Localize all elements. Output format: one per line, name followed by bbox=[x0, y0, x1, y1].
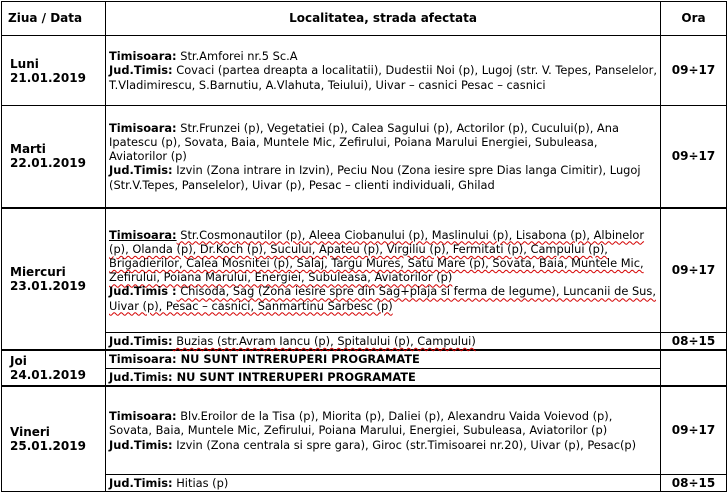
jud-timis-entry bbox=[109, 438, 657, 452]
timisoara-streets: Blv.Eroilor de la Tisa (p), Miorita (p), Daliei (p), Alexandru Vaida Voievod (p), Sovata, Baia, Muntele Mic, Zefirului, Poiana Marului, Energiei, Subuleasa, Aviatorilor (p) bbox=[109, 409, 613, 438]
no-outages-text: NU SUNT INTRERUPERI PROGRAMATE bbox=[172, 369, 416, 384]
row-marti bbox=[2, 106, 727, 208]
location-cell-vineri-2 bbox=[106, 474, 661, 491]
location-cell-joi bbox=[106, 350, 661, 368]
time-cell-vineri-2: 08÷15 bbox=[661, 474, 727, 491]
jud-timis-label: Jud.Timis : bbox=[109, 284, 177, 299]
time-cell-joi bbox=[661, 350, 727, 386]
jud-timis-label: Jud.Timis: bbox=[109, 63, 173, 78]
day-name: Miercuri bbox=[10, 264, 66, 279]
row-joi-2 bbox=[2, 368, 727, 386]
time-cell-miercuri-2: 08÷15 bbox=[661, 333, 727, 351]
time-cell-luni: 09÷17 bbox=[661, 36, 727, 106]
jud-timis-entry bbox=[109, 163, 657, 191]
header-time: Ora bbox=[661, 2, 727, 36]
header-row bbox=[2, 2, 727, 36]
timisoara-streets: Str.Frunzei (p), Vegetatiei (p), Calea Sagului (p), Actorilor (p), Cucului(p), Ana Ipatescu (p), Sovata, Baia, Muntele Mic, Zefirului, Poiana Marului Energiei, Subuleasa, Aviatorilor (p) bbox=[109, 120, 619, 164]
timisoara-label: Timisoara: bbox=[109, 120, 177, 135]
row-luni bbox=[2, 36, 727, 106]
jud-timis-entry bbox=[109, 284, 657, 312]
day-date: 25.01.2019 bbox=[10, 439, 86, 454]
day-name: Joi bbox=[10, 354, 27, 369]
day-date: 23.01.2019 bbox=[10, 278, 86, 293]
timisoara-label: Timisoara: bbox=[109, 49, 177, 64]
location-cell-luni bbox=[106, 36, 661, 106]
day-cell-joi bbox=[2, 350, 106, 386]
timisoara-entry bbox=[109, 409, 657, 437]
timisoara-streets: Str.Amforei nr.5 Sc.A bbox=[176, 49, 298, 64]
jud-timis-label: Jud.Timis: bbox=[109, 437, 173, 452]
header-day-date: Ziua / Data bbox=[2, 2, 106, 36]
day-date: 24.01.2019 bbox=[10, 368, 86, 383]
location-cell-marti bbox=[106, 106, 661, 208]
timisoara-entry bbox=[109, 228, 657, 285]
day-name: Luni bbox=[10, 56, 39, 71]
location-cell-miercuri-2 bbox=[106, 333, 661, 351]
day-cell-luni bbox=[2, 36, 106, 106]
location-cell-miercuri bbox=[106, 208, 661, 333]
day-name: Marti bbox=[10, 142, 46, 157]
row-miercuri-2 bbox=[2, 333, 727, 351]
outage-schedule-table bbox=[1, 1, 727, 492]
jud-timis-label: Jud.Timis: bbox=[109, 334, 173, 348]
location-cell-joi-2 bbox=[106, 368, 661, 386]
row-vineri bbox=[2, 386, 727, 474]
time-cell-miercuri: 09÷17 bbox=[661, 208, 727, 333]
jud-timis-label: Jud.Timis: bbox=[109, 369, 173, 384]
timisoara-entry bbox=[109, 49, 657, 63]
timisoara-label: Timisoara: bbox=[109, 227, 177, 242]
day-cell-marti bbox=[2, 106, 106, 208]
day-cell-vineri bbox=[2, 386, 106, 491]
time-cell-vineri: 09÷17 bbox=[661, 386, 727, 474]
day-name: Vineri bbox=[10, 425, 50, 440]
jud-timis-label: Jud.Timis: bbox=[109, 163, 173, 178]
timisoara-label: Timisoara: bbox=[109, 352, 177, 367]
timisoara-streets: Str.Cosmonautilor (p), Aleea Ciobanului (p), Maslinului (p), Lisabona (p), Albinelor (p), Olanda (p), Dr.Koch (p), Sucului, Apateu (p), Virgiliu (p), Fermitati (p), Campului (p), Brigadierilor, Calea Mosnitei (p), Salaj, Targu Mures, Satu Mare (p), Sovata, Baia, Muntele Mic, Zefirului, Poiana Marului, Energiei, Subuleasa, Aviatorilor (p) bbox=[109, 227, 645, 285]
jud-timis-localities: Chisoda, Sag (Zona iesire spre din Sag+plaja si ferma de legume), Luncanii de Sus, Uivar (p), Pesac – casnici, Sanmartinu Sarbesc (p) bbox=[109, 284, 656, 313]
jud-timis-localities: Covaci (partea dreapta a localitatii), Dudestii Noi (p), Lugoj (str. V. Tepes, Panselelor, T.Vladimirescu, S.Barnutiu, A.Vlahuta, Teiului), Uivar – casnici Pesac – casnici bbox=[109, 63, 657, 92]
jud-timis-localities: Hitias (p) bbox=[172, 475, 229, 490]
location-cell-vineri bbox=[106, 386, 661, 474]
timisoara-entry bbox=[109, 121, 657, 164]
jud-timis-entry bbox=[109, 63, 657, 91]
day-date: 22.01.2019 bbox=[10, 156, 86, 171]
row-joi bbox=[2, 350, 727, 368]
no-outages-text: NU SUNT INTRERUPERI PROGRAMATE bbox=[176, 352, 420, 367]
day-cell-miercuri bbox=[2, 208, 106, 351]
jud-timis-localities: Buzias (str.Avram Iancu (p), Spitalului (p), Campului) bbox=[172, 334, 476, 348]
time-cell-marti: 09÷17 bbox=[661, 106, 727, 208]
row-vineri-2 bbox=[2, 474, 727, 491]
header-location: Localitatea, strada afectata bbox=[106, 2, 661, 36]
jud-timis-localities: Izvin (Zona intrare in Izvin), Peciu Nou (Zona iesire spre Dias langa Cimitir), Lugoj (Str.V.Tepes, Panselelor), Uivar (p), Pesac – clienti individuali, Ghilad bbox=[109, 163, 641, 192]
jud-timis-localities: Izvin (Zona centrala si spre gara), Giroc (str.Timisoarei nr.20), Uivar (p), Pesac(p) bbox=[172, 437, 637, 452]
day-date: 21.01.2019 bbox=[10, 70, 86, 85]
jud-timis-label: Jud.Timis: bbox=[109, 475, 173, 490]
timisoara-label: Timisoara: bbox=[109, 409, 177, 424]
row-miercuri bbox=[2, 208, 727, 333]
